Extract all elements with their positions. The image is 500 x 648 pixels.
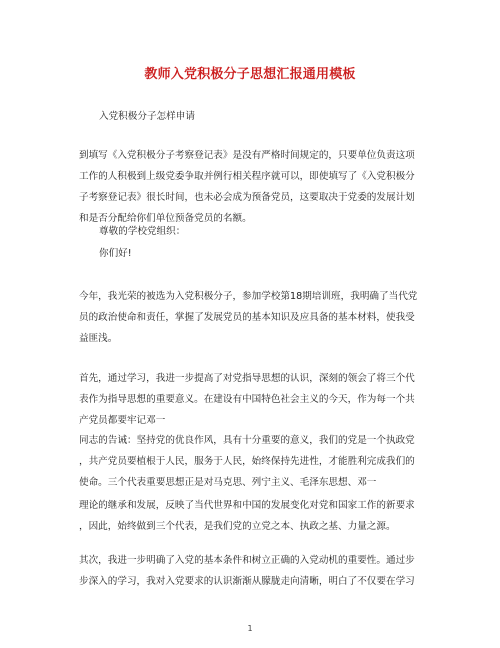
paragraph-line: 今年，我光荣的被选为入党积极分子，参加学校第18期培训班，我明确了当代党 <box>79 291 418 302</box>
page-number: 1 <box>247 624 253 633</box>
paragraph-line: 工作的人积极到上级党委争取并例行相关程序就可以，即使填写了《入党积极分 <box>79 171 415 182</box>
subheading <box>79 106 425 127</box>
greeting-line: 你们好! <box>99 248 132 259</box>
paragraph-line: 同志的告诫：坚持党的优良作风，具有十分重要的意义，我们的党是一个执政党 <box>79 435 415 446</box>
salutation <box>79 221 425 242</box>
paragraph-line: 首先，通过学习，我进一步提高了对党指导思想的认识，深刻的领会了将三个代 <box>79 373 415 384</box>
paragraph-2 <box>79 286 425 349</box>
paragraph-4 <box>79 430 425 493</box>
paragraph-line: 其次，我进一步明确了入党的基本条件和树立正确的入党动机的重要性。通过步 <box>79 555 415 566</box>
paragraph-3 <box>79 368 425 431</box>
paragraph-line: 产党员都要牢记邓一 <box>79 415 166 426</box>
document-title: 教师入党积极分子思想汇报通用模板 <box>144 67 356 82</box>
paragraph-5 <box>79 495 425 537</box>
greeting <box>79 243 425 264</box>
paragraph-6 <box>79 550 425 592</box>
paragraph-line: 步深入的学习，我对入党要求的认识渐渐从朦胧走向清晰，明白了不仅要在学习 <box>79 576 415 587</box>
paragraph-line: 表作为指导思想的重要意义。在建设有中国特色社会主义的今天，作为每一个共 <box>79 394 415 405</box>
paragraph-line: 和是否分配给你们单位预备党员的名额。 <box>79 213 252 224</box>
paragraph-1 <box>79 145 425 229</box>
paragraph-line: 员的政治使命和责任，掌握了发展党员的基本知识及应具备的基本材料，使我受 <box>79 312 415 323</box>
paragraph-line: 到填写《入党积极分子考察登记表》是没有严格时间规定的，只要单位负责这项 <box>79 150 415 161</box>
paragraph-line: ，共产党员要植根于人民，服务于人民，始终保持先进性，才能胜利完成我们的 <box>79 456 415 467</box>
paragraph-line: ，因此，始终做到三个代表，是我们党的立党之本、执政之基、力量之源。 <box>79 521 396 532</box>
paragraph-line: 理论的继承和发展，反映了当代世界和中国的发展变化对党和国家工作的新要求 <box>79 500 415 511</box>
subheading-line: 入党积极分子怎样申请 <box>99 111 195 122</box>
paragraph-line: 益匪浅。 <box>79 333 118 344</box>
salutation-line: 尊敬的学校党组织： <box>99 226 186 237</box>
paragraph-line: 子考察登记表》很长时间，也未必会成为预备党员，这要取决于党委的发展计划 <box>79 192 415 203</box>
paragraph-line: 使命。三个代表重要思想正是对马克思、列宁主义、毛泽东思想、邓一 <box>79 477 377 488</box>
